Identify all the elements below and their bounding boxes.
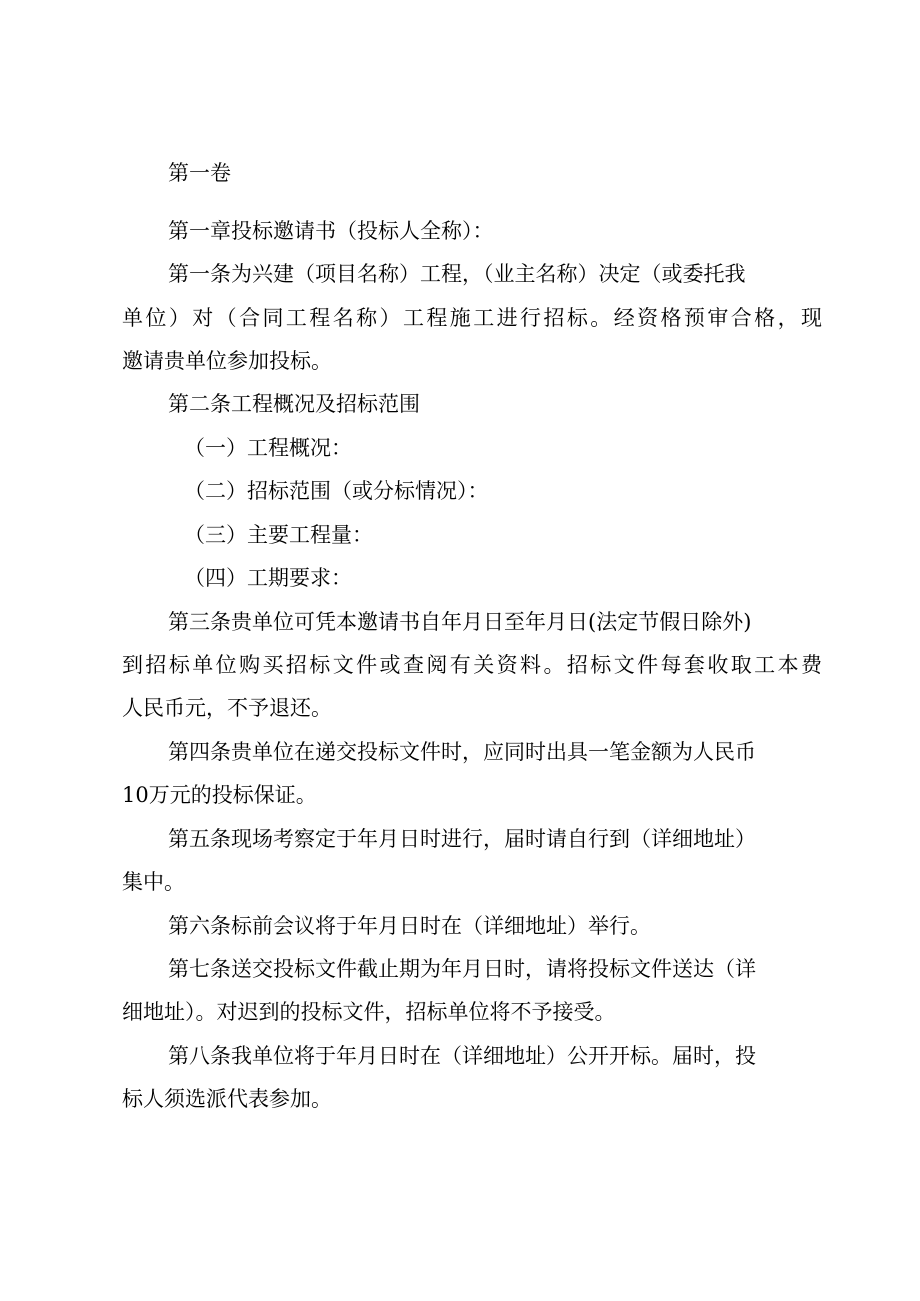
list-item: （一）工程概况： [184,436,352,460]
volume-heading: 第一卷 [168,161,231,185]
article-line: 单位）对（合同工程名称）工程施工进行招标。经资格预审合格，现 [122,306,822,330]
article-line: 第六条标前会议将于年月日时在（详细地址）举行。 [168,914,651,938]
article-line: 第七条送交投标文件截止期为年月日时，请将投标文件送达（详 [168,957,756,981]
article-line: 第五条现场考察定于年月日时进行，届时请自行到（详细地址） [168,827,756,851]
article-line: 第一条为兴建（项目名称）工程，（业主名称）决定（或委托我 [168,262,746,286]
article-line: 第八条我单位将于年月日时在（详细地址）公开开标。届时，投 [168,1044,756,1068]
article-line: 第三条贵单位可凭本邀请书自年月日至年月日(法定节假日除外) [168,610,752,634]
article-line: 细地址）。对迟到的投标文件，招标单位将不予接受。 [122,1000,616,1024]
article-title: 第二条工程概况及招标范围 [168,392,420,416]
article-line: 第四条贵单位在递交投标文件时，应同时出具一笔金额为人民币 [168,740,756,764]
article-line: 到招标单位购买招标文件或查阅有关资料。招标文件每套收取工本费 [122,653,822,677]
list-item: （三）主要工程量： [184,523,373,547]
article-line: 集中。 [122,870,185,894]
chapter-heading: 第一章投标邀请书（投标人全称）： [168,219,494,243]
list-item: （二）招标范围（或分标情况）： [184,479,489,503]
article-line: 人民币元，不予退还。 [122,696,332,720]
article-line: 邀请贵单位参加投标。 [122,349,332,373]
list-item: （四）工期要求： [184,566,352,590]
article-line: 10万元的投标保证。 [122,783,317,807]
article-line: 标人须选派代表参加。 [122,1087,332,1111]
